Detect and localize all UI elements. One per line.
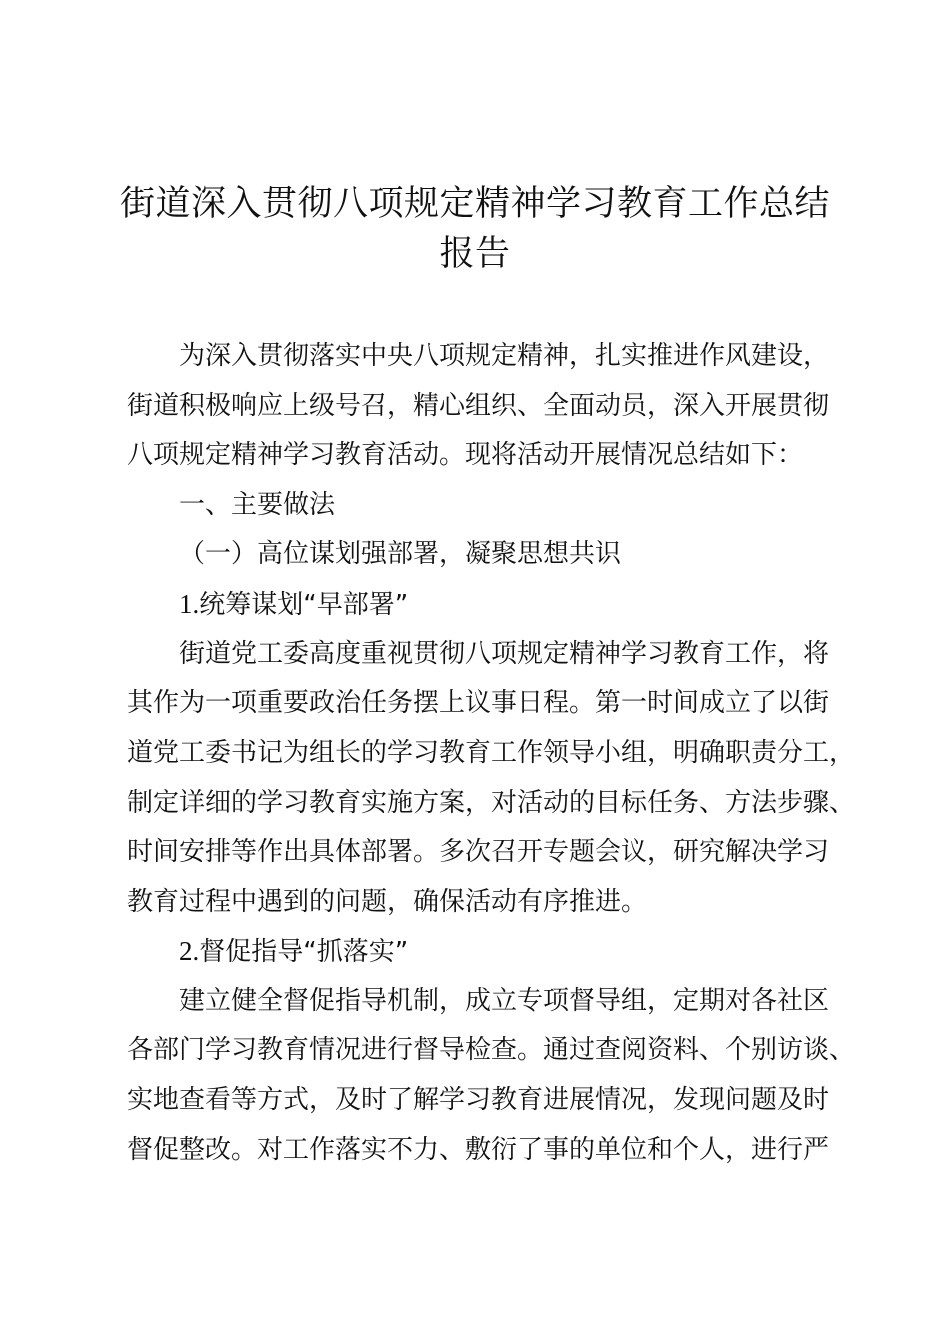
item-heading xyxy=(179,938,408,965)
intro-line: 街道积极响应上级号召，精心组织、全面动员，深入开展贯彻 xyxy=(127,391,830,421)
paragraph-line: 街道党工委高度重视贯彻八项规定精神学习教育工作，将 xyxy=(179,639,830,669)
item-number: 2. xyxy=(179,936,200,966)
paragraph-line: 建立健全督促指导机制，成立专项督导组，定期对各社区 xyxy=(179,986,830,1016)
paragraph-line: 各部门学习教育情况进行督导检查。通过查阅资料、个别访谈、 xyxy=(127,1035,856,1065)
paragraph-line: 教育过程中遇到的问题，确保活动有序推进。 xyxy=(127,887,648,917)
section-heading: 一、主要做法 xyxy=(179,490,336,520)
item-heading xyxy=(179,591,408,618)
paragraph-line: 实地查看等方式，及时了解学习教育进展情况，发现问题及时 xyxy=(127,1085,830,1115)
intro-line: 为深入贯彻落实中央八项规定精神，扎实推进作风建设， xyxy=(179,341,830,371)
document-title-line1: 街道深入贯彻八项规定精神学习教育工作总结 xyxy=(119,184,830,224)
paragraph-line: 其作为一项重要政治任务摆上议事日程。第一时间成立了以街 xyxy=(127,688,830,718)
subsection-heading: （一）高位谋划强部署，凝聚思想共识 xyxy=(179,539,622,569)
item-title: 统筹谋划“早部署” xyxy=(199,590,409,620)
paragraph-line: 督促整改。对工作落实不力、敷衍了事的单位和个人，进行严 xyxy=(127,1135,830,1165)
item-title: 督促指导“抓落实” xyxy=(199,937,409,967)
document-title-line2: 报告 xyxy=(439,234,511,274)
paragraph-line: 制定详细的学习教育实施方案，对活动的目标任务、方法步骤、 xyxy=(127,788,856,818)
item-number: 1. xyxy=(179,589,200,619)
paragraph-line: 时间安排等作出具体部署。多次召开专题会议，研究解决学习 xyxy=(127,837,830,867)
intro-line: 八项规定精神学习教育活动。现将活动开展情况总结如下： xyxy=(127,440,804,470)
paragraph-line: 道党工委书记为组长的学习教育工作领导小组，明确职责分工， xyxy=(127,738,856,768)
